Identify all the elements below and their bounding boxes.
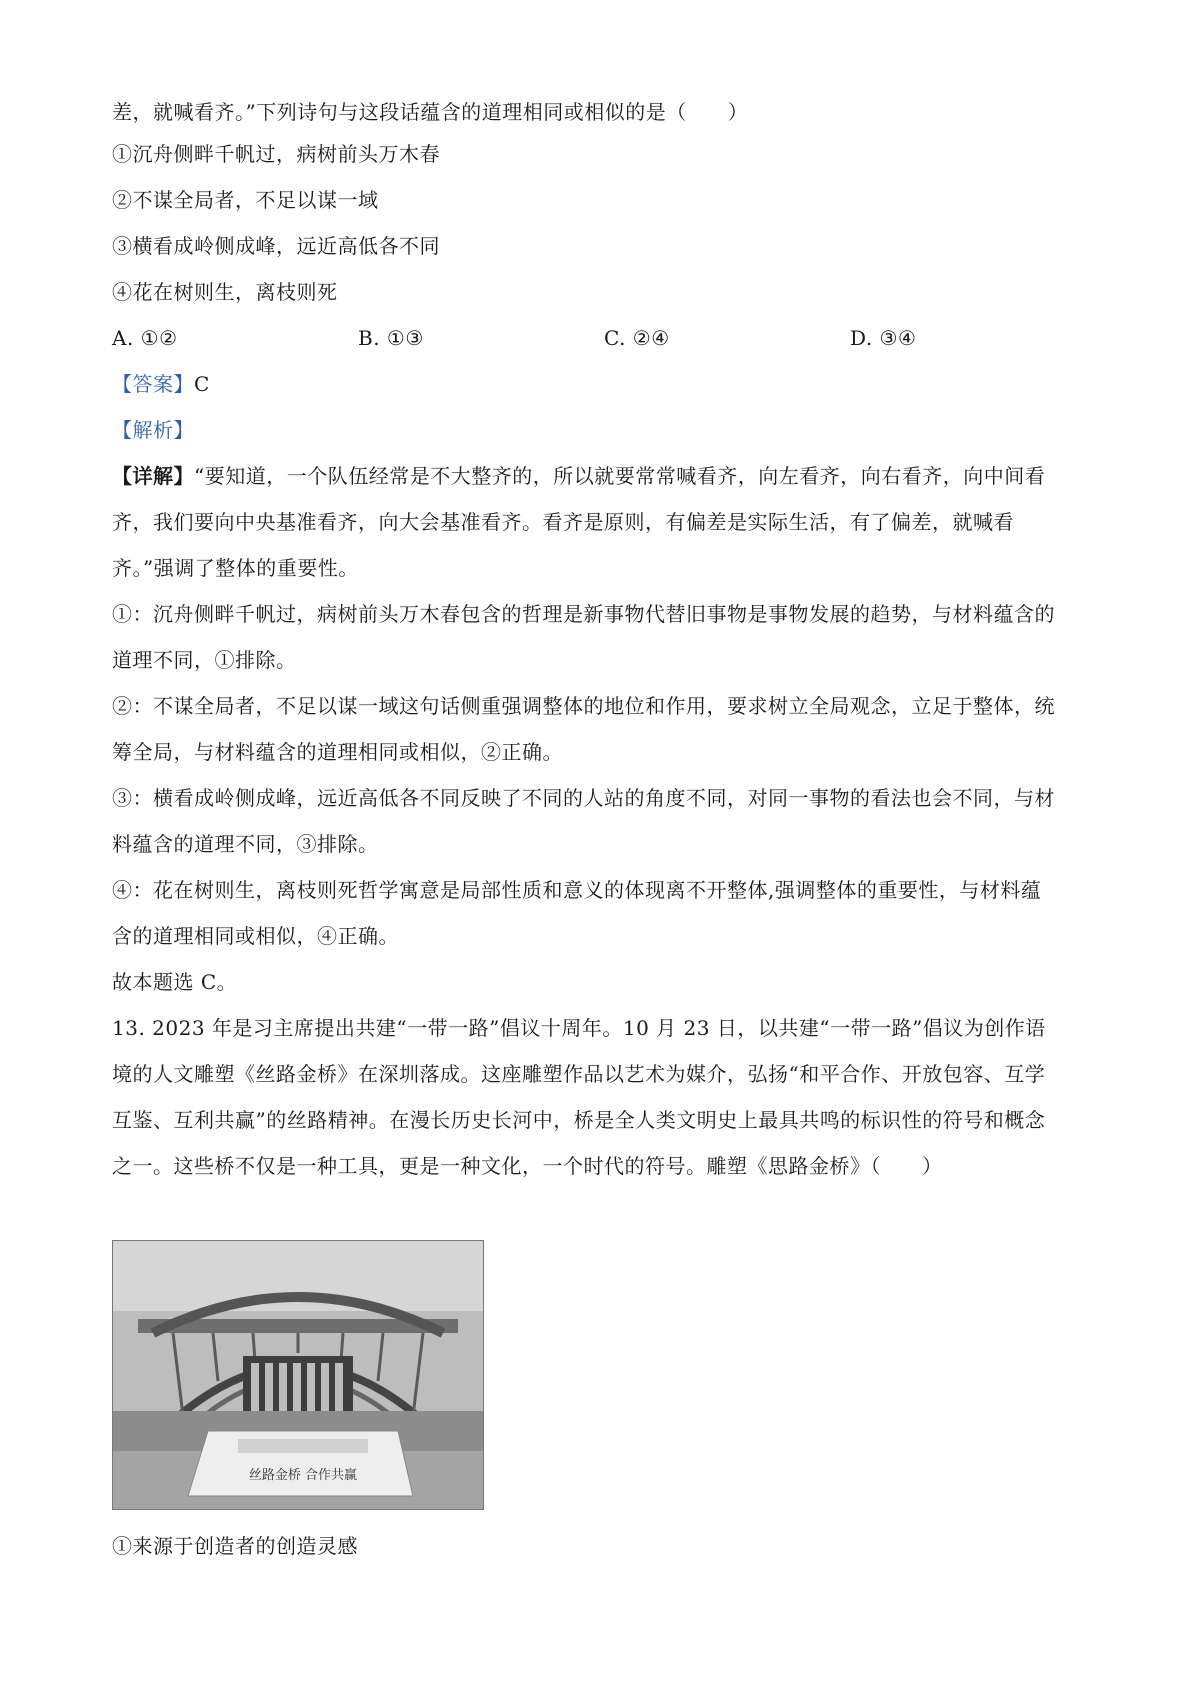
- conclusion: 故本题选 C。: [112, 970, 238, 994]
- detail-text-1: “要知道，一个队伍经常是不大整齐的，所以就要常常喊看齐，向左看齐，向右看齐，向中间看: [194, 464, 1046, 488]
- answer-value: C: [194, 372, 210, 396]
- statement-2: ②不谋全局者，不足以谋一域: [112, 188, 379, 212]
- plaque-text: 丝路金桥 合作共赢: [248, 1468, 358, 1483]
- answer-line: [112, 370, 210, 398]
- analysis-1b: 道理不同，①排除。: [112, 648, 297, 672]
- analysis-4a: ④：花在树则生，离枝则死哲学寓意是局部性质和意义的体现离不开整体,强调整体的重要性，与材料蕴: [112, 878, 1042, 902]
- question-13-line-2: 境的人文雕塑《丝路金桥》在深圳落成。这座雕塑作品以艺术为媒介，弘扬“和平合作、开放包容、互学: [112, 1062, 1046, 1086]
- statement-4: ④花在树则生，离枝则死: [112, 280, 338, 304]
- option-b: B. ①③: [358, 326, 424, 350]
- analysis-2a: ②：不谋全局者，不足以谋一域这句话侧重强调整体的地位和作用，要求树立全局观念，立足于整体，统: [112, 694, 1055, 718]
- detail-line-2: 齐，我们要向中央基准看齐，向大会基准看齐。看齐是原则，有偏差是实际生活，有了偏差，就喊看: [112, 510, 1014, 534]
- answer-tag: 【答案】: [112, 372, 194, 396]
- detail-line-3: 齐。”强调了整体的重要性。: [112, 556, 359, 580]
- analysis-2b: 筹全局，与材料蕴含的道理相同或相似，②正确。: [112, 740, 563, 764]
- option-a: A. ①②: [112, 326, 178, 350]
- sculpture-photo: [112, 1240, 484, 1510]
- detail-line-1: [112, 462, 1045, 490]
- option-d: D. ③④: [850, 326, 917, 350]
- statement-3: ③横看成岭侧成峰，远近高低各不同: [112, 234, 440, 258]
- question-13-line-4: 之一。这些桥不仅是一种工具，更是一种文化，一个时代的符号。雕塑《思路金桥》（ ）: [112, 1154, 943, 1178]
- analysis-3a: ③：横看成岭侧成峰，远近高低各不同反映了不同的人站的角度不同，对同一事物的看法也会不同，与材: [112, 786, 1055, 810]
- question-13-option-1: ①来源于创造者的创造灵感: [112, 1534, 358, 1558]
- question-stem-tail: 差，就喊看齐。”下列诗句与这段话蕴含的道理相同或相似的是（ ）: [112, 100, 749, 124]
- analysis-3b: 料蕴含的道理不同，③排除。: [112, 832, 379, 856]
- answer-options: [112, 324, 1012, 352]
- option-c: C. ②④: [604, 326, 670, 350]
- analysis-tag: 【解析】: [112, 418, 194, 442]
- statement-1: ①沉舟侧畔千帆过，病树前头万木春: [112, 142, 440, 166]
- analysis-4b: 含的道理相同或相似，④正确。: [112, 924, 399, 948]
- question-13-line-1: 13. 2023 年是习主席提出共建“一带一路”倡议十周年。10 月 23 日，以共建“一带一路”倡议为创作语: [112, 1016, 1046, 1040]
- bridge-sculpture-illustration: [113, 1241, 483, 1509]
- analysis-1a: ①：沉舟侧畔千帆过，病树前头万木春包含的哲理是新事物代替旧事物是事物发展的趋势，与材料蕴含的: [112, 602, 1055, 626]
- detail-tag: 【详解】: [112, 464, 194, 488]
- question-13-line-3: 互鉴、互利共赢”的丝路精神。在漫长历史长河中，桥是全人类文明史上最具共鸣的标识性的符号和概念: [112, 1108, 1046, 1132]
